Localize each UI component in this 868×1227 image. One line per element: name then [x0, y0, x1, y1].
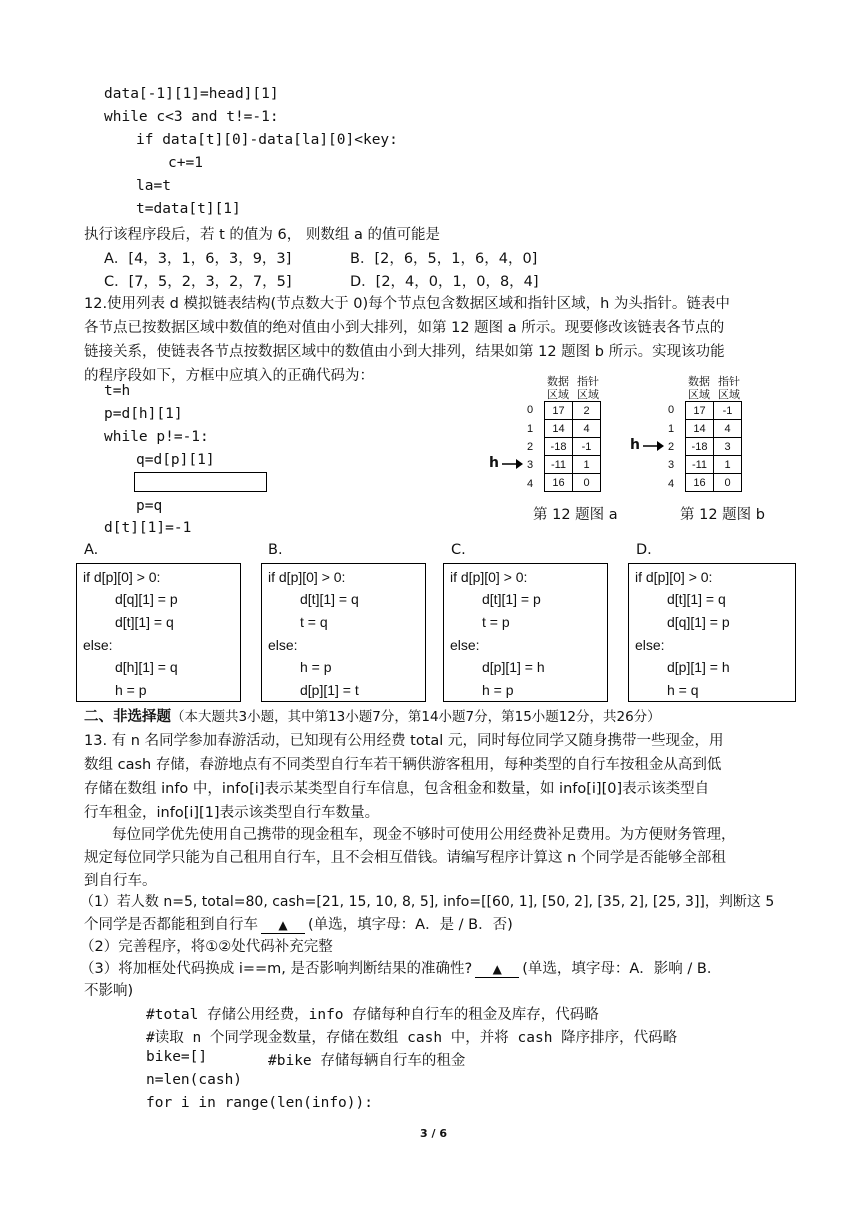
- fig-a-header: 区域: [547, 389, 569, 401]
- fig-b-index: 3: [668, 459, 675, 471]
- choice-code-line: d[p][1] = h: [482, 659, 545, 675]
- fig-a-cell: -1: [573, 438, 601, 456]
- q13-sub1-line2: [84, 913, 513, 934]
- choice-code-line: d[q][1] = p: [667, 614, 730, 630]
- head-pointer-label: h: [489, 455, 499, 471]
- q13-sub2: （2）完善程序，将①②处代码补充完整: [80, 939, 333, 955]
- q13-sub3-text: （3）将加框处代码换成 i==m, 是否影响判断结果的准确性?: [80, 961, 473, 977]
- choice-code-line: d[t][1] = q: [300, 591, 359, 607]
- fig-a-header: 区域: [577, 389, 599, 401]
- choice-code-line: d[p][1] = t: [300, 682, 359, 698]
- choice-code-line: else:: [83, 637, 113, 653]
- q11-option-b: B．[2，6，5，1，6，4，0]: [350, 251, 538, 267]
- arrow-right-icon: [500, 458, 524, 470]
- choice-code-line: t = q: [300, 614, 328, 630]
- fig-a-cell: 2: [573, 402, 601, 420]
- choice-code-line: h = q: [667, 682, 699, 698]
- fig-b-index: 1: [668, 423, 675, 435]
- choice-code-line: d[t][1] = q: [115, 614, 174, 630]
- fig-b-cell: 1: [714, 456, 742, 474]
- choice-code-line: t = p: [482, 614, 510, 630]
- fig-a-index: 4: [527, 478, 534, 490]
- section-title: 二、非选择题: [84, 709, 171, 725]
- blank-marker: ▲: [492, 962, 502, 976]
- fig-b-index: 0: [668, 404, 675, 416]
- fig-b-header: 区域: [688, 389, 710, 401]
- choice-label-b: B.: [268, 542, 283, 558]
- q12-text: 各节点已按数据区域中数值的绝对值由小到大排列，如第 12 题图 a 所示。现要修改该链表各节点的: [84, 320, 725, 336]
- fig-b-header: 指针: [718, 376, 740, 388]
- choice-label-a: A.: [84, 542, 99, 558]
- fig-b-table: [685, 401, 742, 492]
- choice-code-line: if d[p][0] > 0:: [450, 569, 528, 585]
- q12-code-line: q=d[p][1]: [136, 452, 215, 468]
- q13-text: 规定每位同学只能为自己租用自行车，且不会相互借钱。请编写程序计算这 n 个同学是否能够全部租: [84, 850, 726, 866]
- code-line: t=data[t][1]: [136, 201, 241, 217]
- q13-sub1-text: 个同学是否都能租到自行车: [84, 917, 258, 933]
- q12-code-line: d[t][1]=-1: [104, 520, 192, 536]
- q13-sub3-line2: 不影响): [84, 983, 134, 999]
- choice-code-line: else:: [450, 637, 480, 653]
- fig-b-cell: -11: [686, 456, 714, 474]
- fig-a-header: 数据: [547, 376, 569, 388]
- fig-b-cell: 14: [686, 420, 714, 438]
- fig-a-index: 3: [527, 459, 534, 471]
- fig-a-cell: 17: [545, 402, 573, 420]
- choice-label-c: C.: [451, 542, 466, 558]
- fig-a-cell: 14: [545, 420, 573, 438]
- answer-blank[interactable]: [261, 917, 305, 934]
- fig-a-table: [544, 401, 601, 492]
- choice-code-line: if d[p][0] > 0:: [83, 569, 161, 585]
- fig-b-cell: 3: [714, 438, 742, 456]
- q12-text: 12.使用列表 d 模拟链表结构(节点数大于 0)每个节点包含数据区域和指针区域，h 为头指针。链表中: [84, 296, 730, 312]
- code-line: c+=1: [168, 155, 203, 171]
- code-line: data[-1][1]=head][1]: [104, 86, 279, 102]
- choice-a-box: [76, 563, 241, 702]
- blank-marker: ▲: [278, 918, 288, 932]
- fig-b-cell: 0: [714, 474, 742, 492]
- choice-code-line: d[p][1] = h: [667, 659, 730, 675]
- section-heading: [84, 705, 661, 726]
- fig-b-cell: -1: [714, 402, 742, 420]
- q13-code-line: n=len(cash): [146, 1072, 243, 1088]
- q12-text: 的程序段如下，方框中应填入的正确代码为：: [84, 368, 374, 384]
- fig-a-cell: 4: [573, 420, 601, 438]
- fig-b-index: 4: [668, 478, 675, 490]
- fig-b-header: 数据: [688, 376, 710, 388]
- code-blank-box: [134, 472, 267, 492]
- choice-code-line: else:: [635, 637, 665, 653]
- answer-blank[interactable]: [475, 961, 519, 978]
- choice-code-line: d[t][1] = q: [667, 591, 726, 607]
- fig-b-index: 2: [668, 441, 675, 453]
- fig-a-cell: 16: [545, 474, 573, 492]
- q13-sub1: （1）若人数 n=5, total=80, cash=[21, 15, 10, 8, 5], info=[[60, 1], [50, 2], [35, 2], [25, 3]]，判断这 5: [80, 894, 775, 910]
- q11-option-c: C．[7，5，2，3，2，7，5]: [104, 274, 292, 290]
- fig-a-caption: 第 12 题图 a: [533, 507, 618, 523]
- fig-b-cell: 17: [686, 402, 714, 420]
- choice-code-line: if d[p][0] > 0:: [268, 569, 346, 585]
- q13-text: 到自行车。: [84, 873, 157, 889]
- q12-code-line: p=q: [136, 498, 163, 514]
- fig-b-cell: -18: [686, 438, 714, 456]
- choice-c-box: [443, 563, 608, 702]
- choice-code-line: h = p: [115, 682, 147, 698]
- fig-b-header: 区域: [718, 389, 740, 401]
- fig-b-caption: 第 12 题图 b: [680, 507, 765, 523]
- choice-code-line: if d[p][0] > 0:: [635, 569, 713, 585]
- section-note: （本大题共3小题，其中第13小题7分，第14小题7分，第15小题12分，共26分）: [171, 709, 661, 725]
- arrow-right-icon: [641, 440, 665, 452]
- q13-text: 13. 有 n 名同学参加春游活动，已知现有公用经费 total 元，同时每位同学又随身携带一些现金，用: [84, 733, 724, 749]
- question-11-stem: 执行该程序段后，若 t 的值为 6， 则数组 a 的值可能是: [84, 227, 440, 243]
- fig-a-cell: -18: [545, 438, 573, 456]
- q13-text: 行车租金，info[i][1]表示该类型自行车数量。: [84, 805, 380, 821]
- q12-code-line: t=h: [104, 383, 131, 399]
- fig-a-index: 1: [527, 423, 534, 435]
- q13-sub3-hint: (单选，填字母：A．影响 / B．: [522, 961, 722, 977]
- fig-a-header: 指针: [577, 376, 599, 388]
- fig-b-cell: 16: [686, 474, 714, 492]
- choice-label-d: D.: [636, 542, 652, 558]
- head-pointer-label: h: [630, 437, 640, 453]
- q13-code-line: for i in range(len(info)):: [146, 1095, 373, 1111]
- choice-code-line: d[t][1] = p: [482, 591, 541, 607]
- choice-code-line: d[q][1] = p: [115, 591, 178, 607]
- fig-a-index: 0: [527, 404, 534, 416]
- q13-code-comment: #bike 存储每辆自行车的租金: [268, 1053, 466, 1069]
- q11-option-d: D．[2，4，0，1，0，8，4]: [350, 274, 539, 290]
- fig-a-cell: 1: [573, 456, 601, 474]
- choice-code-line: h = p: [300, 659, 332, 675]
- choice-code-line: else:: [268, 637, 298, 653]
- q13-sub3: [80, 957, 721, 978]
- page-number: 3 / 6: [420, 1127, 447, 1140]
- choice-d-box: [628, 563, 796, 702]
- code-line: if data[t][0]-data[la][0]<key:: [136, 132, 398, 148]
- q13-code-line: #读取 n 个同学现金数量，存储在数组 cash 中，并将 cash 降序排序，代码略: [146, 1030, 678, 1046]
- q12-code-line: while p!=-1:: [104, 429, 209, 445]
- fig-a-index: 2: [527, 441, 534, 453]
- q12-code-line: p=d[h][1]: [104, 406, 183, 422]
- choice-code-line: d[h][1] = q: [115, 659, 178, 675]
- q13-sub1-hint: (单选，填字母：A．是 / B．否): [308, 917, 513, 933]
- q12-text: 链接关系，使链表各节点按数据区域中的数值由小到大排列，结果如第 12 题图 b 所示。实现该功能: [84, 344, 725, 360]
- q13-text: 存储在数组 info 中，info[i]表示某类型自行车信息，包含租金和数量，如 info[i][0]表示该类型自: [84, 781, 710, 797]
- q13-code-line: bike=[]: [146, 1049, 208, 1065]
- q11-option-a: A．[4，3，1，6，3，9，3]: [104, 251, 292, 267]
- fig-b-cell: 4: [714, 420, 742, 438]
- q13-code-line: #total 存储公用经费，info 存储每种自行车的租金及库存，代码略: [146, 1007, 599, 1023]
- q13-text: 每位同学优先使用自己携带的现金租车，现金不够时可使用公用经费补足费用。为方便财务管理，: [112, 827, 736, 843]
- q13-text: 数组 cash 存储，春游地点有不同类型自行车若干辆供游客租用，每种类型的自行车按租金从高到低: [84, 757, 722, 773]
- fig-a-cell: -11: [545, 456, 573, 474]
- choice-b-box: [261, 563, 426, 702]
- fig-a-cell: 0: [573, 474, 601, 492]
- code-line: la=t: [136, 178, 171, 194]
- choice-code-line: h = p: [482, 682, 514, 698]
- code-line: while c<3 and t!=-1:: [104, 109, 279, 125]
